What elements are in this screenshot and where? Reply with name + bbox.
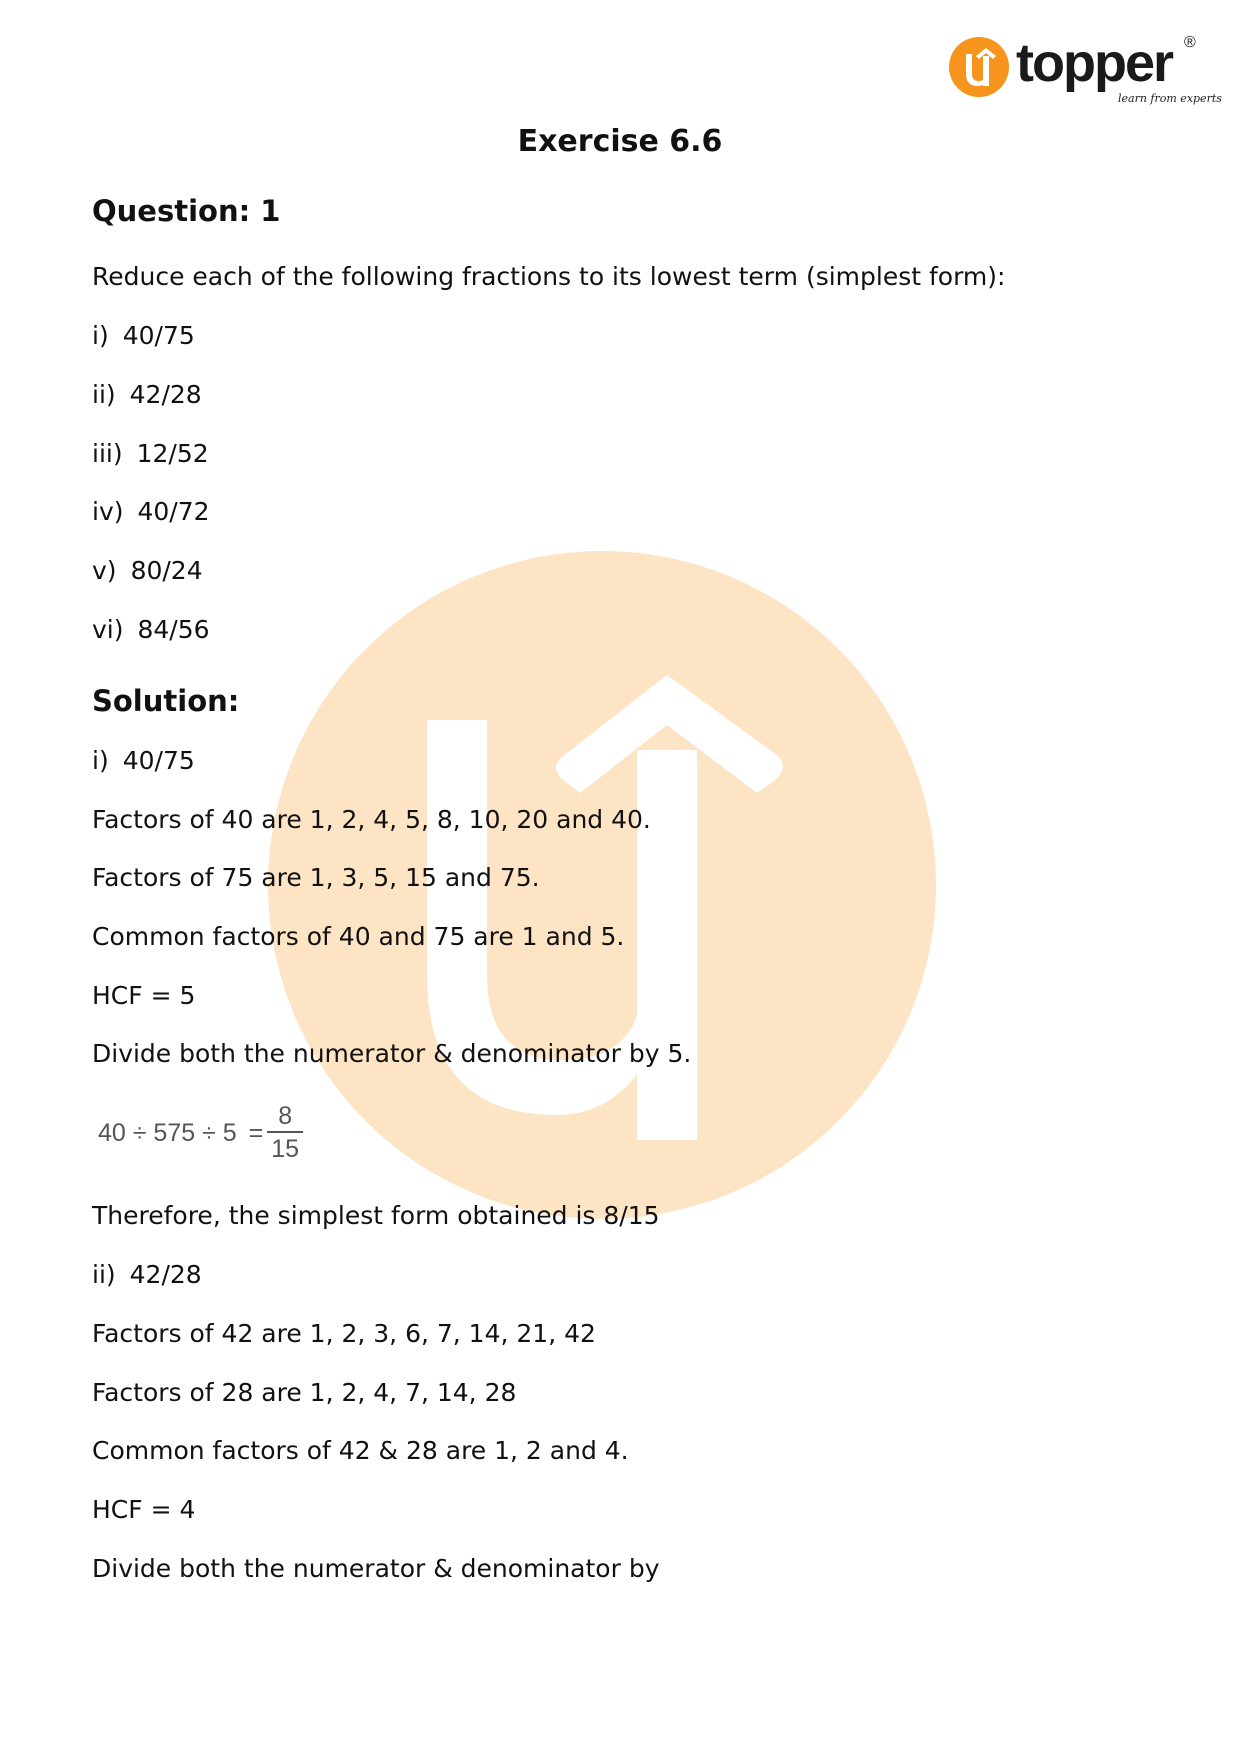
- question-item: [92, 556, 203, 586]
- result-line: Therefore, the simplest form obtained is 8/15: [92, 1201, 660, 1230]
- fraction-numerator: 8: [278, 1102, 293, 1130]
- logo-registered-mark: ®: [1184, 34, 1196, 51]
- part-label: i): [92, 746, 109, 775]
- exercise-title: Exercise 6.6: [517, 124, 723, 159]
- logo-badge-icon: [948, 36, 1010, 98]
- item-label: v): [92, 556, 117, 585]
- factors-line: Factors of 28 are 1, 2, 4, 7, 14, 28: [92, 1378, 517, 1407]
- item-label: iv): [92, 497, 124, 526]
- hcf-line: HCF = 4: [92, 1495, 196, 1524]
- question-item: [92, 439, 209, 469]
- item-fraction: 42/28: [129, 380, 202, 409]
- item-fraction: 40/72: [137, 497, 210, 526]
- solution-heading: Solution:: [92, 684, 240, 718]
- solution-part-label: [92, 746, 195, 776]
- divide-line: Divide both the numerator & denominator by: [92, 1554, 660, 1583]
- item-fraction: 84/56: [137, 615, 210, 644]
- division-equation: [98, 1098, 303, 1168]
- common-factors-line: Common factors of 42 & 28 are 1, 2 and 4.: [92, 1436, 629, 1465]
- item-fraction: 12/52: [136, 439, 209, 468]
- question-prompt: Reduce each of the following fractions to its lowest term (simplest form):: [92, 262, 1006, 291]
- factors-line: Factors of 75 are 1, 3, 5, 15 and 75.: [92, 863, 540, 892]
- item-fraction: 80/24: [130, 556, 203, 585]
- equation-left: 40 ÷ 575 ÷ 5: [98, 1118, 237, 1147]
- question-item: [92, 615, 210, 645]
- part-fraction: 40/75: [122, 746, 195, 775]
- common-factors-line: Common factors of 40 and 75 are 1 and 5.: [92, 922, 625, 951]
- divide-line: Divide both the numerator & denominator by 5.: [92, 1039, 692, 1068]
- item-label: iii): [92, 439, 123, 468]
- factors-line: Factors of 40 are 1, 2, 4, 5, 8, 10, 20 and 40.: [92, 805, 651, 834]
- question-item: [92, 321, 195, 351]
- fraction-denominator: 15: [271, 1135, 300, 1163]
- item-label: i): [92, 321, 109, 350]
- item-label: vi): [92, 615, 124, 644]
- logo-tagline: learn from experts: [1118, 92, 1222, 105]
- logo-wordmark: topper: [1016, 33, 1172, 93]
- question-heading: Question: 1: [92, 194, 281, 228]
- topper-logo: [948, 30, 1222, 110]
- question-item: [92, 380, 202, 410]
- solution-part-label: [92, 1260, 202, 1290]
- question-item: [92, 497, 210, 527]
- item-fraction: 40/75: [122, 321, 195, 350]
- equals-sign: =: [248, 1118, 264, 1147]
- result-fraction: [267, 1101, 303, 1165]
- part-label: ii): [92, 1260, 116, 1289]
- item-label: ii): [92, 380, 116, 409]
- part-fraction: 42/28: [129, 1260, 202, 1289]
- factors-line: Factors of 42 are 1, 2, 3, 6, 7, 14, 21, 42: [92, 1319, 596, 1348]
- hcf-line: HCF = 5: [92, 981, 196, 1010]
